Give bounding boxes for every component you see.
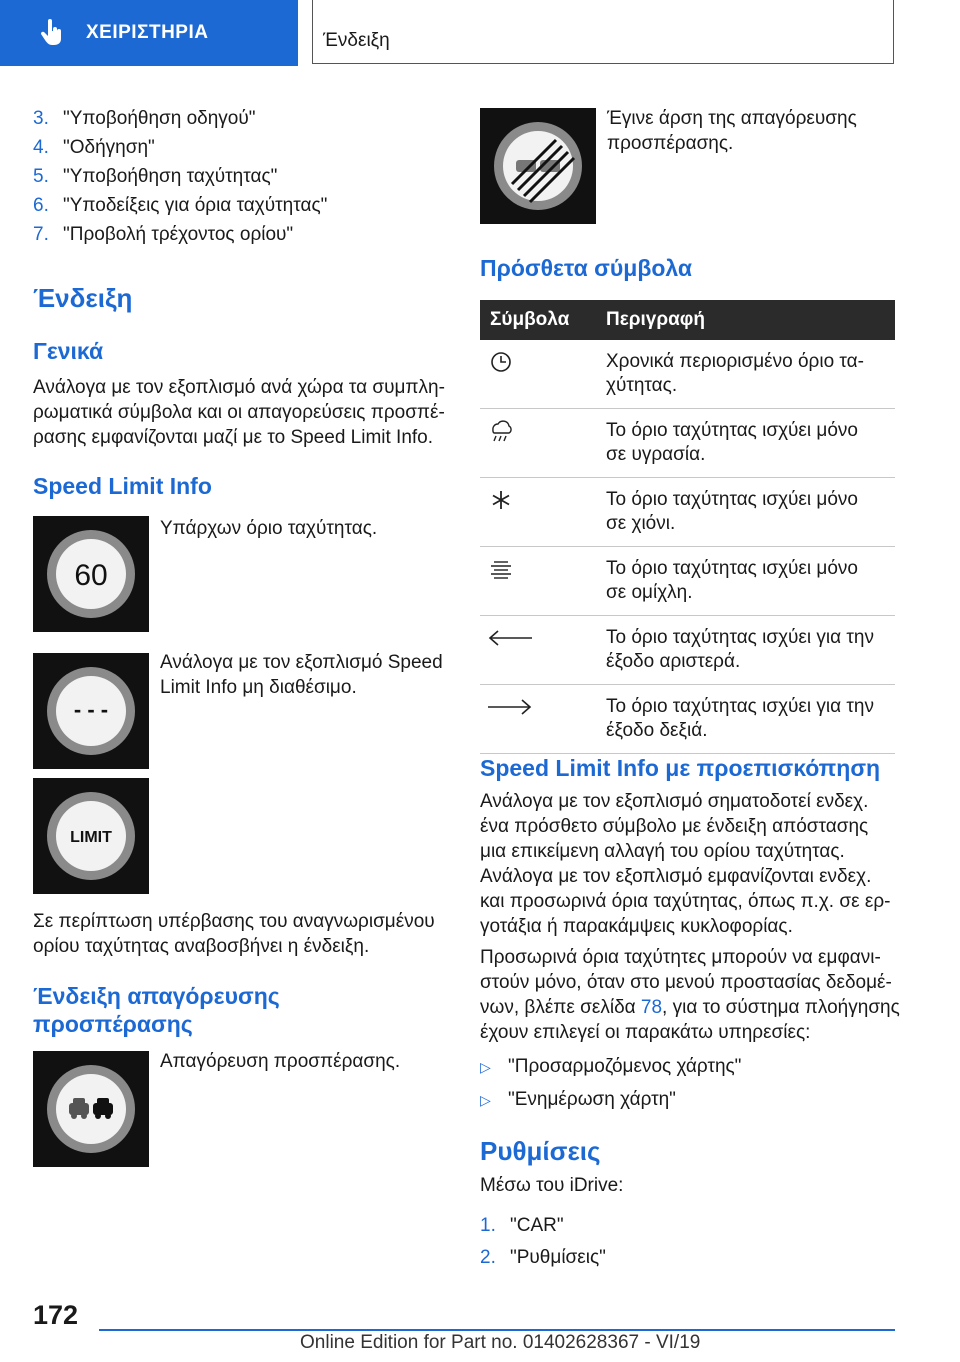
services-list	[480, 1052, 741, 1115]
speed-limit-unavailable-sign	[33, 653, 149, 769]
col-symbols: Σύμβολα	[480, 300, 596, 340]
fog-icon	[486, 557, 516, 581]
svg-text:- - -: - - -	[73, 697, 109, 722]
heading-preview: Speed Limit Info με προεπισκόπηση	[480, 755, 881, 781]
table-row: Το όριο ταχύτητας ισχύει μόνο σε ομίχλη.	[480, 547, 895, 616]
list-item: ▷ "Προσαρμοζόμενος χάρτης"	[480, 1052, 741, 1082]
settings-intro: Μέσω του iDrive:	[480, 1175, 624, 1196]
svg-text:LIMIT: LIMIT	[70, 829, 112, 846]
list-item: 1. "CAR"	[480, 1215, 564, 1236]
list-item: 7. "Προβολή τρέχοντος ορίου"	[33, 224, 294, 245]
exceed-paragraph: Σε περίπτωση υπέρβασης του αναγνωρισμένου ορίου ταχύτητας αναβοσβήνει η ένδειξη.	[33, 911, 435, 957]
section-label: Ένδειξη	[323, 30, 390, 51]
chapter-label: ΧΕΙΡΙΣΤΗΡΙΑ	[86, 22, 209, 43]
heading-no-overtaking: Ένδειξη απαγόρευσης προσπέρασης	[33, 983, 280, 1037]
page-number: 172	[33, 1300, 79, 1330]
sign-60-caption: Υπάρχων όριο ταχύτητας.	[160, 518, 378, 539]
table-row: Το όριο ταχύτητας ισχύει μόνο σε υγρασία.	[480, 409, 895, 478]
no-overtaking-caption: Απαγόρευση προσπέρασης.	[160, 1051, 401, 1072]
list-item: 4. "Οδήγηση"	[33, 137, 155, 158]
bullet-triangle-icon: ▷	[480, 1059, 491, 1075]
arrow-right-icon	[486, 695, 534, 719]
heading-general: Γενικά	[33, 338, 104, 364]
col-description: Περιγραφή	[596, 300, 895, 340]
end-no-overtaking-caption: Έγινε άρση της απαγόρευσης προσπέρασης.	[607, 108, 857, 154]
heading-settings: Ρυθμίσεις	[480, 1136, 601, 1166]
edition-note: Online Edition for Part no. 01402628367 - VI/19	[300, 1332, 701, 1353]
settings-steps-list	[480, 1210, 606, 1274]
list-item: 2. "Ρυθμίσεις"	[480, 1247, 606, 1268]
clock-icon	[486, 350, 516, 374]
heading-additional-symbols: Πρόσθετα σύμβολα	[480, 255, 693, 281]
sign-unavailable-caption: Ανάλογα με τον εξοπλισμό Speed Limit Info μη διαθέσιμο.	[160, 652, 443, 698]
speed-limit-60-sign	[33, 516, 149, 632]
heading-speed-limit-info: Speed Limit Info	[33, 473, 212, 499]
list-item: 5. "Υποβοήθηση ταχύτητας"	[33, 166, 278, 187]
svg-text:60: 60	[74, 559, 108, 592]
hand-pointer-icon	[40, 19, 64, 47]
snowflake-icon	[486, 488, 516, 512]
end-no-overtaking-sign	[480, 108, 596, 224]
section-header	[312, 0, 894, 64]
temporary-limits-paragraph: Προσωρινά όρια ταχύτητες μπορούν να εμφανι- στούν μόνο, όταν στο μενού προστασίας δεδομέ- νων, βλέπε σελίδα 78, για το σύστημα πλοήγησης έχουν επιλεγεί οι παρακάτω υπηρεσίες:	[480, 947, 900, 1043]
general-paragraph: Ανάλογα με τον εξοπλισμό ανά χώρα τα συμπλη- ρωματικά σύμβολα και οι απαγορεύσεις προσπέ- ρασης εμφανίζονται μαζί με το Speed Limit Info.	[33, 377, 445, 448]
table-row: Το όριο ταχύτητας ισχύει για την έξοδο αριστερά.	[480, 616, 895, 685]
rain-icon	[486, 419, 516, 443]
bullet-triangle-icon: ▷	[480, 1092, 491, 1108]
table-row: Το όριο ταχύτητας ισχύει μόνο σε χιόνι.	[480, 478, 895, 547]
no-overtaking-sign	[33, 1051, 149, 1167]
table-row: Χρονικά περιορισμένο όριο τα- χύτητας.	[480, 340, 895, 409]
arrow-left-icon	[486, 626, 534, 650]
additional-symbols-table	[480, 300, 895, 754]
menu-steps-list	[33, 104, 327, 249]
list-item: 6. "Υποδείξεις για όρια ταχύτητας"	[33, 195, 328, 216]
table-header-row	[480, 300, 895, 340]
table-row: Το όριο ταχύτητας ισχύει για την έξοδο δεξιά.	[480, 685, 895, 754]
page-78-link[interactable]: 78	[640, 997, 663, 1018]
list-item: ▷ "Ενημέρωση χάρτη"	[480, 1085, 741, 1115]
limit-sign	[33, 778, 149, 894]
heading-endeixi: Ένδειξη	[33, 283, 133, 313]
preview-paragraph: Ανάλογα με τον εξοπλισμό σηματοδοτεί ενδεχ. ένα πρόσθετο σύμβολο με ένδειξη απόστασης μια επικείμενη αλλαγή του ορίου ταχύτητας. Ανάλογα με τον εξοπλισμό εμφανίζονται ενδεχ. και προσωρινά όρια ταχύτητας, όπως π.χ. σε ερ- γοτάξια ή παρακάμψεις κυκλοφορίας.	[480, 791, 891, 937]
chapter-tab[interactable]	[0, 0, 298, 66]
footer-divider	[99, 1329, 895, 1331]
list-item: 3. "Υποβοήθηση οδηγού"	[33, 108, 256, 129]
